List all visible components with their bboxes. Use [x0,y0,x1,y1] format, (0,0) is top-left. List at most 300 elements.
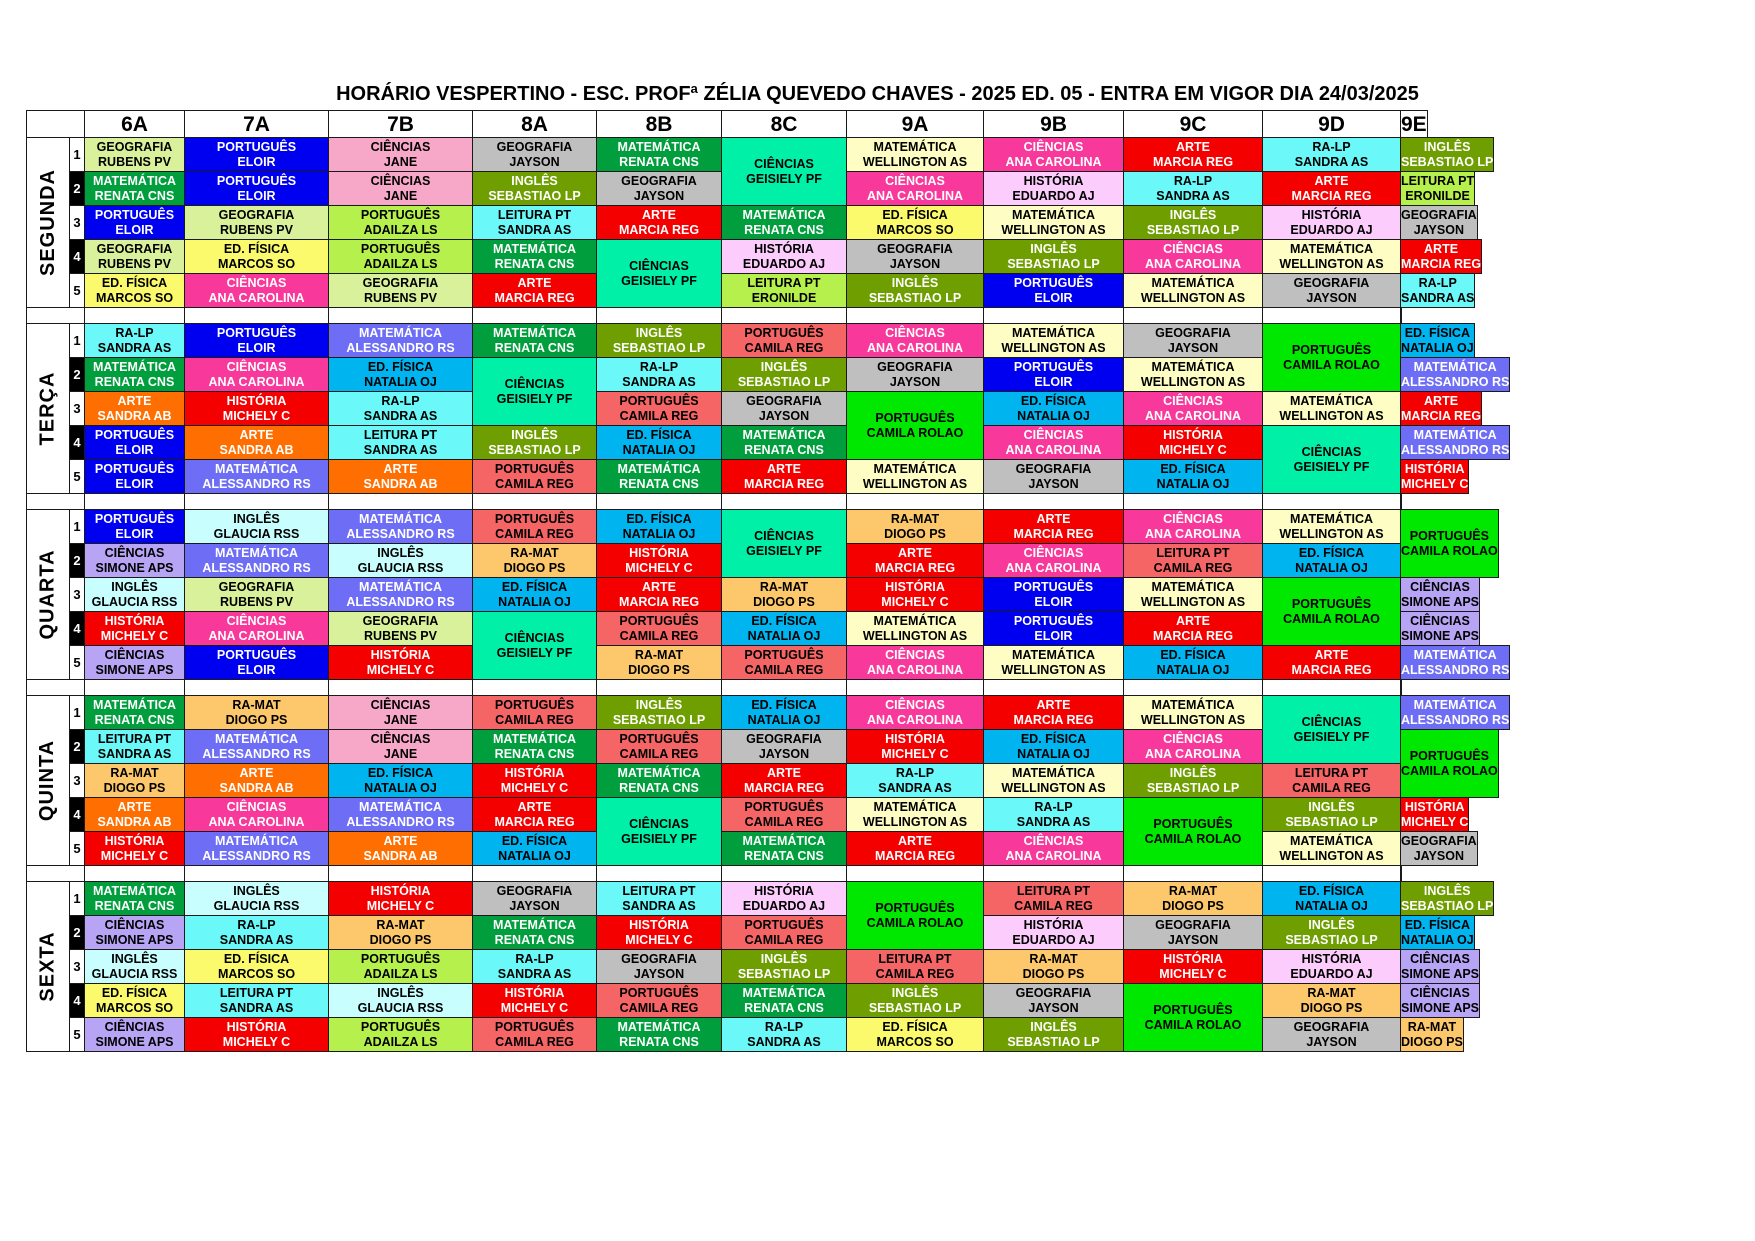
lesson-cell [1123,915,1263,950]
lesson-subject: HISTÓRIA [104,613,165,628]
lesson-cell [328,577,473,612]
lesson-subject: ARTE [1314,173,1349,188]
lesson-teacher: MARCIA REG [1013,526,1094,541]
lesson-teacher: SANDRA AS [219,932,294,947]
lesson-cell [328,323,473,358]
lesson-teacher: ALESSANDRO RS [202,560,311,575]
lesson-subject: GEOGRAFIA [218,207,295,222]
lesson-teacher: CAMILA REG [495,526,574,541]
lesson-subject: MATEMÁTICA [492,731,577,746]
lesson-teacher: SEBASTIAO LP [1401,154,1494,169]
lesson-teacher: JANE [383,154,418,169]
header-corner [26,110,85,138]
lesson-subject: PORTUGUÊS [216,325,297,340]
lesson-teacher: GEISIELY PF [746,543,822,558]
lesson-teacher: SANDRA AS [1016,814,1091,829]
lesson-subject: PORTUGUÊS [744,799,824,814]
lesson-cell [472,543,597,578]
lesson-subject: INGLÊS [1308,799,1355,814]
lesson-subject: CIÊNCIAS [1410,951,1470,966]
lesson-subject: GEOGRAFIA [496,883,573,898]
lesson-teacher: SIMONE APS [1401,594,1480,609]
lesson-subject: CIÊNCIAS [1163,393,1223,408]
lesson-subject: ARTE [1314,647,1349,662]
lesson-subject: PORTUGUÊS [360,951,441,966]
lesson-cell [184,171,329,206]
lesson-cell [184,239,329,274]
lesson-teacher: MARCOS SO [95,290,174,305]
lesson-subject: GEOGRAFIA [1155,917,1231,932]
lesson-subject: HISTÓRIA [754,883,814,898]
lesson-cell [84,357,185,392]
lesson-subject: MATEMÁTICA [358,579,443,594]
lesson-cell [84,171,185,206]
lesson-subject: GEOGRAFIA [1015,985,1092,1000]
lesson-teacher: WELLINGTON AS [862,476,968,491]
lesson-cell [846,323,984,358]
lesson-cell [846,273,984,308]
lesson-subject: CIÊNCIAS [1410,613,1470,628]
lesson-subject: GEOGRAFIA [362,613,439,628]
lesson-cell [184,949,329,984]
lesson-subject: MATEMÁTICA [742,833,826,848]
day-separator-cell [1123,865,1263,882]
lesson-cell [84,831,185,866]
lesson-subject: MATEMÁTICA [617,765,701,780]
lesson-cell [184,391,329,426]
lesson-teacher: JAYSON [1413,848,1464,863]
lesson-cell [596,763,722,798]
lesson-cell [596,915,722,950]
day-separator-cell [1400,493,1402,510]
lesson-subject: ARTE [1036,697,1071,712]
lesson-cell [184,577,329,612]
period-number: 2 [69,915,85,950]
lesson-teacher: SANDRA AS [878,780,952,795]
lesson-cell [983,645,1124,680]
day-name: SEGUNDA [36,168,59,277]
lesson-teacher: MICHELY C [366,898,435,913]
lesson-subject: INGLÊS [760,951,808,966]
lesson-cell [596,797,722,866]
lesson-subject: ARTE [1175,613,1211,628]
lesson-teacher: EDUARDO AJ [1290,222,1373,237]
lesson-cell [983,983,1124,1018]
lesson-cell [1123,509,1263,544]
lesson-cell [983,611,1124,646]
lesson-cell [1400,239,1482,274]
lesson-subject: PORTUGUÊS [360,1019,441,1034]
lesson-cell [846,729,984,764]
class-header-9c: 9C [1123,110,1263,138]
lesson-teacher: SEBASTIAO LP [868,290,962,305]
lesson-cell [184,645,329,680]
lesson-teacher: JANE [383,746,418,761]
lesson-cell [596,459,722,494]
lesson-teacher: JAYSON [1167,340,1219,355]
lesson-cell [1262,391,1401,426]
day-separator-cell [596,307,722,324]
day-separator-cell [84,307,185,324]
lesson-teacher: DIOGO PS [628,662,690,677]
lesson-teacher: EDUARDO AJ [1012,932,1095,947]
lesson-teacher: MICHELY C [222,1034,291,1049]
lesson-teacher: GLAUCIA RSS [213,526,300,541]
lesson-teacher: SEBASTIAO LP [1285,814,1378,829]
lesson-teacher: CAMILA ROLAO [1283,611,1380,626]
lesson-subject: PORTUGUÊS [216,173,297,188]
lesson-subject: INGLÊS [111,579,158,594]
lesson-subject: GEOGRAFIA [621,951,697,966]
lesson-teacher: SANDRA AS [97,340,172,355]
lesson-teacher: ALESSANDRO RS [346,594,455,609]
lesson-teacher: GEISIELY PF [1293,459,1370,474]
lesson-teacher: CAMILA REG [619,408,699,423]
day-separator-cell [983,307,1124,324]
lesson-teacher: JAYSON [1028,1000,1079,1015]
day-separator-cell [1400,679,1402,696]
lesson-cell [846,137,984,172]
lesson-teacher: SANDRA AB [219,780,294,795]
lesson-subject: CIÊNCIAS [885,647,945,662]
lesson-subject: ED. FÍSICA [101,985,168,1000]
lesson-cell [84,949,185,984]
lesson-teacher: DIOGO PS [503,560,566,575]
lesson-cell [721,881,847,916]
day-separator-cell [596,679,722,696]
lesson-subject: CIÊNCIAS [629,816,689,831]
lesson-cell [1123,611,1263,646]
lesson-teacher: DIOGO PS [1022,966,1085,981]
lesson-subject: HISTÓRIA [226,393,287,408]
day-separator-cell [1123,679,1263,696]
lesson-teacher: NATALIA OJ [1295,898,1368,913]
lesson-teacher: CAMILA REG [619,1000,699,1015]
lesson-subject: MATEMÁTICA [1289,241,1374,256]
lesson-cell [84,695,185,730]
lesson-cell [84,205,185,240]
lesson-subject: ARTE [766,461,802,476]
lesson-subject: ED. FÍSICA [882,1019,948,1034]
lesson-cell [983,543,1124,578]
lesson-subject: PORTUGUÊS [94,511,175,526]
day-separator-cell [596,865,722,882]
day-separator [26,865,85,882]
lesson-cell [596,881,722,916]
day-separator [26,307,85,324]
day-label-4 [26,881,70,1052]
lesson-subject: INGLÊS [511,173,558,188]
lesson-subject: CIÊNCIAS [104,647,165,662]
lesson-teacher: SEBASTIAO LP [1401,898,1494,913]
lesson-subject: ED. FÍSICA [1404,917,1470,932]
lesson-cell [1123,543,1263,578]
lesson-subject: HISTÓRIA [104,833,165,848]
lesson-teacher: MICHELY C [1159,966,1227,981]
lesson-cell [84,729,185,764]
lesson-subject: ARTE [383,461,418,476]
period-number: 5 [69,459,85,494]
day-separator-cell [328,679,473,696]
lesson-cell [596,323,722,358]
lesson-subject: ARTE [239,427,274,442]
class-header-9b: 9B [983,110,1124,138]
lesson-cell [721,577,847,612]
lesson-cell [846,357,984,392]
lesson-teacher: SEBASTIAO LP [612,340,706,355]
lesson-subject: CIÊNCIAS [885,173,945,188]
lesson-subject: PORTUGUÊS [494,461,575,476]
lesson-subject: CIÊNCIAS [1301,714,1362,729]
lesson-subject: GEOGRAFIA [362,275,439,290]
lesson-teacher: ANA CAROLINA [1005,154,1102,169]
lesson-teacher: NATALIA OJ [1017,408,1090,423]
lesson-subject: CIÊNCIAS [1410,985,1470,1000]
lesson-cell [721,391,847,426]
lesson-teacher: GLAUCIA RSS [91,966,178,981]
lesson-teacher: CAMILA ROLAO [1283,357,1380,372]
day-separator-cell [1262,679,1401,696]
lesson-cell [472,949,597,984]
lesson-cell [472,763,597,798]
lesson-cell [721,949,847,984]
lesson-subject: HISTÓRIA [885,731,945,746]
lesson-teacher: CAMILA ROLAO [1144,831,1242,846]
lesson-subject: MATEMÁTICA [214,731,299,746]
lesson-cell [983,273,1124,308]
lesson-teacher: MARCIA REG [1152,628,1234,643]
lesson-subject: MATEMÁTICA [492,325,577,340]
lesson-subject: PORTUGUÊS [494,511,575,526]
lesson-subject: LEITURA PT [1294,765,1369,780]
lesson-subject: RA-LP [1034,799,1073,814]
lesson-teacher: RENATA CNS [744,442,824,457]
lesson-teacher: NATALIA OJ [747,712,821,727]
lesson-cell [1123,205,1263,240]
lesson-teacher: MARCIA REG [874,848,956,863]
lesson-cell [1123,171,1263,206]
lesson-cell [596,205,722,240]
lesson-teacher: NATALIA OJ [498,594,571,609]
lesson-cell [472,205,597,240]
lesson-subject: ED. FÍSICA [1404,325,1470,340]
lesson-cell [596,391,722,426]
lesson-cell [596,983,722,1018]
lesson-subject: RA-MAT [1029,951,1078,966]
period-number: 2 [69,171,85,206]
lesson-cell [328,881,473,916]
lesson-subject: PORTUGUÊS [1013,275,1094,290]
lesson-teacher: MICHELY C [625,560,693,575]
period-number: 3 [69,949,85,984]
lesson-teacher: NATALIA OJ [1401,932,1474,947]
lesson-subject: ARTE [641,579,677,594]
lesson-subject: MATEMÁTICA [214,545,299,560]
lesson-cell [84,797,185,832]
lesson-cell [328,509,473,544]
lesson-teacher: NATALIA OJ [1401,340,1474,355]
lesson-cell [1400,1017,1464,1052]
lesson-cell [596,357,722,392]
lesson-cell [472,137,597,172]
lesson-subject: ARTE [1424,393,1459,408]
lesson-teacher: SANDRA AS [97,746,172,761]
period-number: 4 [69,983,85,1018]
lesson-teacher: GLAUCIA RSS [213,898,300,913]
class-header-6a: 6A [84,110,185,138]
lesson-teacher: ANA CAROLINA [866,712,964,727]
lesson-subject: RA-LP [381,393,420,408]
lesson-teacher: RENATA CNS [744,222,824,237]
lesson-cell [184,611,329,646]
lesson-cell [328,797,473,832]
lesson-cell [84,983,185,1018]
lesson-teacher: RENATA CNS [494,340,575,355]
lesson-cell [328,915,473,950]
lesson-subject: ED. FÍSICA [367,765,434,780]
lesson-teacher: ANA CAROLINA [208,628,305,643]
lesson-subject: MATEMÁTICA [92,173,177,188]
day-separator-cell [84,493,185,510]
lesson-cell [983,729,1124,764]
lesson-subject: HISTÓRIA [1163,427,1223,442]
lesson-cell [846,239,984,274]
day-separator-cell [1123,493,1263,510]
lesson-subject: MATEMÁTICA [1413,427,1497,442]
lesson-cell [983,205,1124,240]
day-label-1 [26,323,70,494]
lesson-cell [472,577,597,612]
lesson-teacher: JAYSON [509,898,560,913]
lesson-teacher: RUBENS PV [98,256,171,271]
lesson-teacher: SIMONE APS [95,1034,174,1049]
lesson-subject: CIÊNCIAS [104,545,165,560]
lesson-teacher: CAMILA REG [875,966,955,981]
day-separator-cell [721,307,847,324]
lesson-teacher: JANE [383,712,418,727]
lesson-teacher: MICHELY C [500,1000,569,1015]
lesson-cell [846,881,984,950]
lesson-subject: CIÊNCIAS [226,359,287,374]
lesson-subject: MATEMÁTICA [742,207,826,222]
lesson-subject: GEOGRAFIA [1293,275,1370,290]
lesson-cell [1262,171,1401,206]
lesson-cell [1400,509,1499,578]
lesson-teacher: RENATA CNS [619,154,699,169]
lesson-teacher: ANA CAROLINA [208,814,305,829]
lesson-subject: HISTÓRIA [226,1019,287,1034]
lesson-teacher: WELLINGTON AS [1279,408,1384,423]
lesson-teacher: MARCIA REG [618,594,700,609]
lesson-teacher: MICHELY C [881,746,949,761]
day-label-0 [26,137,70,308]
lesson-teacher: MICHELY C [1401,814,1469,829]
lesson-cell [472,695,597,730]
lesson-teacher: ANA CAROLINA [208,290,305,305]
lesson-cell [596,695,722,730]
lesson-subject: ARTE [1036,511,1071,526]
lesson-cell [184,459,329,494]
day-separator-cell [472,307,597,324]
lesson-teacher: MARCOS SO [95,1000,174,1015]
lesson-subject: GEOGRAFIA [96,139,173,154]
lesson-subject: ED. FÍSICA [626,511,692,526]
lesson-teacher: RENATA CNS [94,188,175,203]
lesson-cell [472,323,597,358]
lesson-subject: HISTÓRIA [1404,461,1465,476]
lesson-subject: HISTÓRIA [1023,917,1084,932]
lesson-subject: INGLÊS [1423,883,1471,898]
day-separator-cell [1123,307,1263,324]
day-separator-cell [84,865,185,882]
lesson-subject: RA-MAT [510,545,559,560]
lesson-subject: LEITURA PT [219,985,294,1000]
period-number: 2 [69,543,85,578]
lesson-subject: HISTÓRIA [1163,951,1223,966]
lesson-cell [328,695,473,730]
lesson-cell [1123,425,1263,460]
lesson-subject: LEITURA PT [747,275,821,290]
lesson-cell [472,983,597,1018]
lesson-teacher: MICHELY C [625,932,693,947]
day-separator-cell [846,679,984,696]
lesson-teacher: JAYSON [509,154,560,169]
lesson-subject: GEOGRAFIA [1401,833,1477,848]
lesson-cell [983,695,1124,730]
lesson-teacher: ALESSANDRO RS [346,814,455,829]
lesson-cell [1262,949,1401,984]
lesson-teacher: SEBASTIAO LP [868,1000,962,1015]
lesson-teacher: MARCIA REG [1291,662,1372,677]
lesson-teacher: CAMILA REG [1014,898,1093,913]
lesson-cell [721,323,847,358]
lesson-teacher: WELLINGTON AS [1140,374,1246,389]
lesson-teacher: MARCIA REG [1013,712,1094,727]
lesson-teacher: EDUARDO AJ [742,256,826,271]
lesson-subject: HISTÓRIA [1301,951,1362,966]
lesson-teacher: GEISIELY PF [621,831,697,846]
lesson-cell [328,611,473,646]
lesson-teacher: ALESSANDRO RS [346,340,455,355]
lesson-subject: RA-LP [1173,173,1213,188]
lesson-subject: RA-LP [1312,139,1351,154]
period-number: 1 [69,695,85,730]
lesson-cell [328,729,473,764]
lesson-cell [328,763,473,798]
day-separator-cell [472,679,597,696]
lesson-subject: MATEMÁTICA [492,241,577,256]
lesson-cell [983,391,1124,426]
lesson-teacher: CAMILA REG [495,476,574,491]
lesson-teacher: RENATA CNS [619,780,699,795]
lesson-cell [596,645,722,680]
lesson-subject: PORTUGUÊS [744,325,824,340]
period-number: 4 [69,611,85,646]
lesson-cell [983,425,1124,460]
class-header-9e: 9E [1400,110,1428,138]
lesson-subject: ED. FÍSICA [1020,393,1087,408]
lesson-cell [328,171,473,206]
lesson-subject: MATEMÁTICA [1413,359,1497,374]
lesson-subject: PORTUGUÊS [619,393,699,408]
lesson-teacher: SIMONE APS [95,932,174,947]
lesson-subject: GEOGRAFIA [877,359,953,374]
lesson-subject: ARTE [1175,139,1211,154]
lesson-subject: RA-LP [115,325,154,340]
lesson-cell [184,273,329,308]
lesson-cell [184,323,329,358]
lesson-teacher: CAMILA ROLAO [1401,763,1498,778]
